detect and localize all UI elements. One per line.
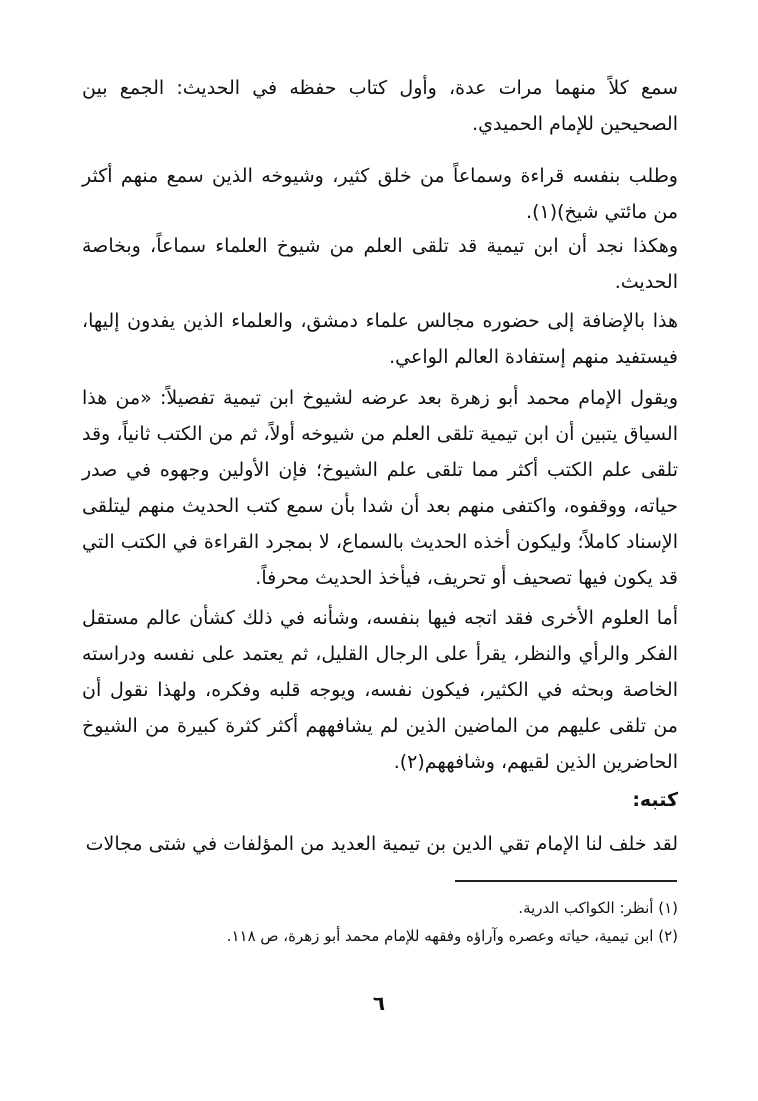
footnote-2: (٢) ابن تيمية، حياته وعصره وآراؤه وفقهه للإمام محمد أبو زهرة، ص ١١٨. [226,927,678,945]
paragraph-6: أما العلوم الأخرى فقد اتجه فيها بنفسه، وشأنه في ذلك كشأن عالم مستقل الفكر والرأي والنظر، يقرأ على الرجال القليل، ثم يعتمد على نفسه ودراسته الخاصة وبحثه في الكثير، فيكون نفسه، ويوجه قلبه وفكره، ولهذا نقول أن من تلقى عليهم من الماضين الذين لم يشافههم أكثر كثرة كبيرة من الشيوخ الحاضرين الذين لقيهم، وشافههم(٢). [82,607,678,773]
page-number: ٦ [372,991,386,1015]
section-heading: كتبه: [632,789,678,811]
paragraph-5-quote: ويقول الإمام محمد أبو زهرة بعد عرضه لشيوخ ابن تيمية تفصيلاً: «من هذا السياق يتبين أن ابن تيمية تلقى العلم من شيوخه أولاً، ثم من الكتب ثانياً، وقد تلقى علم الكتب أكثر مما تلقى علم الشيوخ؛ فإن الأولين وجهوه في صدر حياته، ووقفوه، واكتفى منهم بعد أن شدا بأن سمع كتب الحديث منهم ليتلقى الإسناد كاملاً؛ وليكون أخذه الحديث بالسماع، لا بمجرد القراءة في الكتب التي قد يكون فيها تصحيف أو تحريف، فيأخذ الحديث محرفاً. [82,387,678,589]
paragraph-last: لقد خلف لنا الإمام تقي الدين بن تيمية العديد من المؤلفات في شتى مجالات [85,833,678,855]
footnote-divider [455,880,677,882]
paragraph-3: وهكذا نجد أن ابن تيمية قد تلقى العلم من شيوخ العلماء سماعاً، وبخاصة الحديث. [82,235,678,293]
paragraph-4: هذا بالإضافة إلى حضوره مجالس علماء دمشق، والعلماء الذين يفدون إليها، فيستفيد منهم إستفادة العالم الواعي. [82,310,678,368]
footnote-1: (١) أنظر: الكواكب الدرية. [518,899,678,917]
paragraph-2: وطلب بنفسه قراءة وسماعاً من خلق كثير، وشيوخه الذين سمع منهم أكثر من مائتي شيخ)(١). [82,165,678,223]
paragraph-1: سمع كلاً منهما مرات عدة، وأول كتاب حفظه في الحديث: الجمع بين الصحيحين للإمام الحميدي. [82,77,678,135]
